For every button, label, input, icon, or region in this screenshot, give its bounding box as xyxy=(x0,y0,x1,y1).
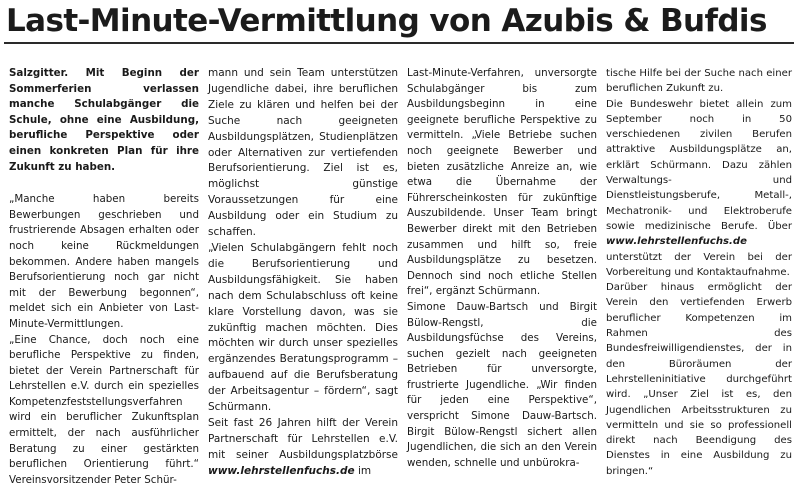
paragraph: „Vielen Schulabgängern fehlt noch die Berufsorientierung und Ausbildungsfähigkeit. Sie haben nach dem Schulabschluss oft keine klare Vorstellung davon, was sie zukünftig machen möchten. Dies möchten wir durch unser spezielles ergänzendes Beratungsprogramm – aufbauend auf die Berufsberatung der Arbeitsagentur – fördern“, sagt Schürmann. xyxy=(208,241,398,414)
article-headline: Last-Minute-Vermittlung von Azubis & Bufdis xyxy=(6,3,767,39)
column-4 xyxy=(606,66,792,479)
paragraph: „Eine Chance, doch noch eine berufliche Perspektive zu finden, bietet der Verein Partnerschaft für Lehrstellen e.V. durch ein spezielles Kompetenzfeststellungsverfahren wird ein beruflicher Zukunftsplan ermittelt, der nach ausführlicher Beratung zu einer gestärkten beruflichen Orientierung führt.“ Vereinsvorsitzender Peter Schür- xyxy=(9,333,199,486)
paragraph xyxy=(208,416,398,480)
paragraph: Last-Minute-Verfahren, unversorgte Schulabgänger bis zum Ausbildungsbeginn in eine geeignete berufliche Perspektive zu vermitteln. „Viele Betriebe suchen noch geeignete Bewerber und bieten zusätzliche Anreize an, wie etwa die Übernahme der Führerscheinkosten für zukünftige Auszubildende. Unser Team bringt Bewerber direkt mit den Betrieben zusammen und hilft so, freie Ausbildungsplätze zu besetzen. Dennoch sind noch etliche Stellen frei“, ergänzt Schürmann. xyxy=(407,67,597,298)
paragraph: Darüber hinaus ermöglicht der Verein den vertiefenden Erwerb beruflicher Kompetenzen im Rahmen des Bundesfreiwilligendienstes, der in den Büroräumen der Lehrstelleninitiative durchgeführt wird. „Unser Ziel ist es, den Jugendlichen Arbeitsstrukturen zu vermitteln und sie so professionell direkt nach Beendigung des Dienstes in eine Ausbildung zu bringen.“ xyxy=(606,282,792,477)
article-body xyxy=(9,66,793,490)
column-3 xyxy=(407,66,597,471)
paragraph-text: im xyxy=(354,464,372,477)
paragraph: Simone Dauw-Bartsch und Birgit Bülow-Rengstl, die Ausbildungsfüchse des Vereins, suchen gezielt nach geeigneten Betrieben für unversorgte, frustrierte Jugendliche. „Wir finden für jeden eine Perspektive“, verspricht Simone Dauw-Bartsch. Birgit Bülow-Rengstl sichert allen Jugendlichen, die sich an den Verein wenden, schnelle und unbürokra- xyxy=(407,300,597,469)
paragraph-text: unterstützt der Verein bei der Vorbereitung und Kontaktaufnahme. xyxy=(606,251,792,278)
paragraph xyxy=(606,97,792,281)
website-link[interactable]: www.lehrstellenfuchs.de xyxy=(208,464,355,477)
paragraph: tische Hilfe bei der Suche nach einer beruflichen Zukunft zu. xyxy=(606,68,792,95)
paragraph-text: Die Bundeswehr bietet allein zum September noch in 50 verschiedenen zivilen Berufen attraktive Ausbildungsplätze an, erklärt Schürmann. Dazu zählen Verwaltungs- und Dienstleistungsberufe, Metall-, Mechatronik- und Elektroberufe sowie medizinische Berufe. Über xyxy=(606,98,792,232)
headline-rule xyxy=(4,42,794,44)
column-2 xyxy=(208,66,398,480)
website-link[interactable]: www.lehrstellenfuchs.de xyxy=(606,236,747,248)
lead-paragraph: Salzgitter. Mit Beginn der Sommerferien verlassen manche Schulabgänger die Schule, ohne eine Ausbildung, berufliche Perspektive oder einen konkreten Plan für ihre Zukunft zu haben. xyxy=(9,67,199,173)
paragraph: „Manche haben bereits Bewerbungen geschrieben und frustrierende Absagen erhalten oder noch keine Rückmeldungen bekommen. Andere haben mangels Berufsorientierung noch gar nicht mit der Bewerbung begonnen“, meldet sich ein Anbieter von Last-Minute-Vermittlungen. xyxy=(9,193,199,330)
paragraph-text: Seit fast 26 Jahren hilft der Verein Partnerschaft für Lehrstellen e.V. mit seiner Ausbildungsplatzbörse xyxy=(208,416,398,461)
paragraph: mann und sein Team unterstützen Jugendliche dabei, ihre beruflichen Ziele zu klären und helfen bei der Suche nach geeigneten Ausbildungsplätzen, Studienplätzen oder Alternativen zur vertiefenden Berufsorientierung. Ziel ist es, möglichst günstige Voraussetzungen für eine Ausbildung oder ein Studium zu schaffen. xyxy=(208,67,398,239)
column-1 xyxy=(9,66,199,488)
